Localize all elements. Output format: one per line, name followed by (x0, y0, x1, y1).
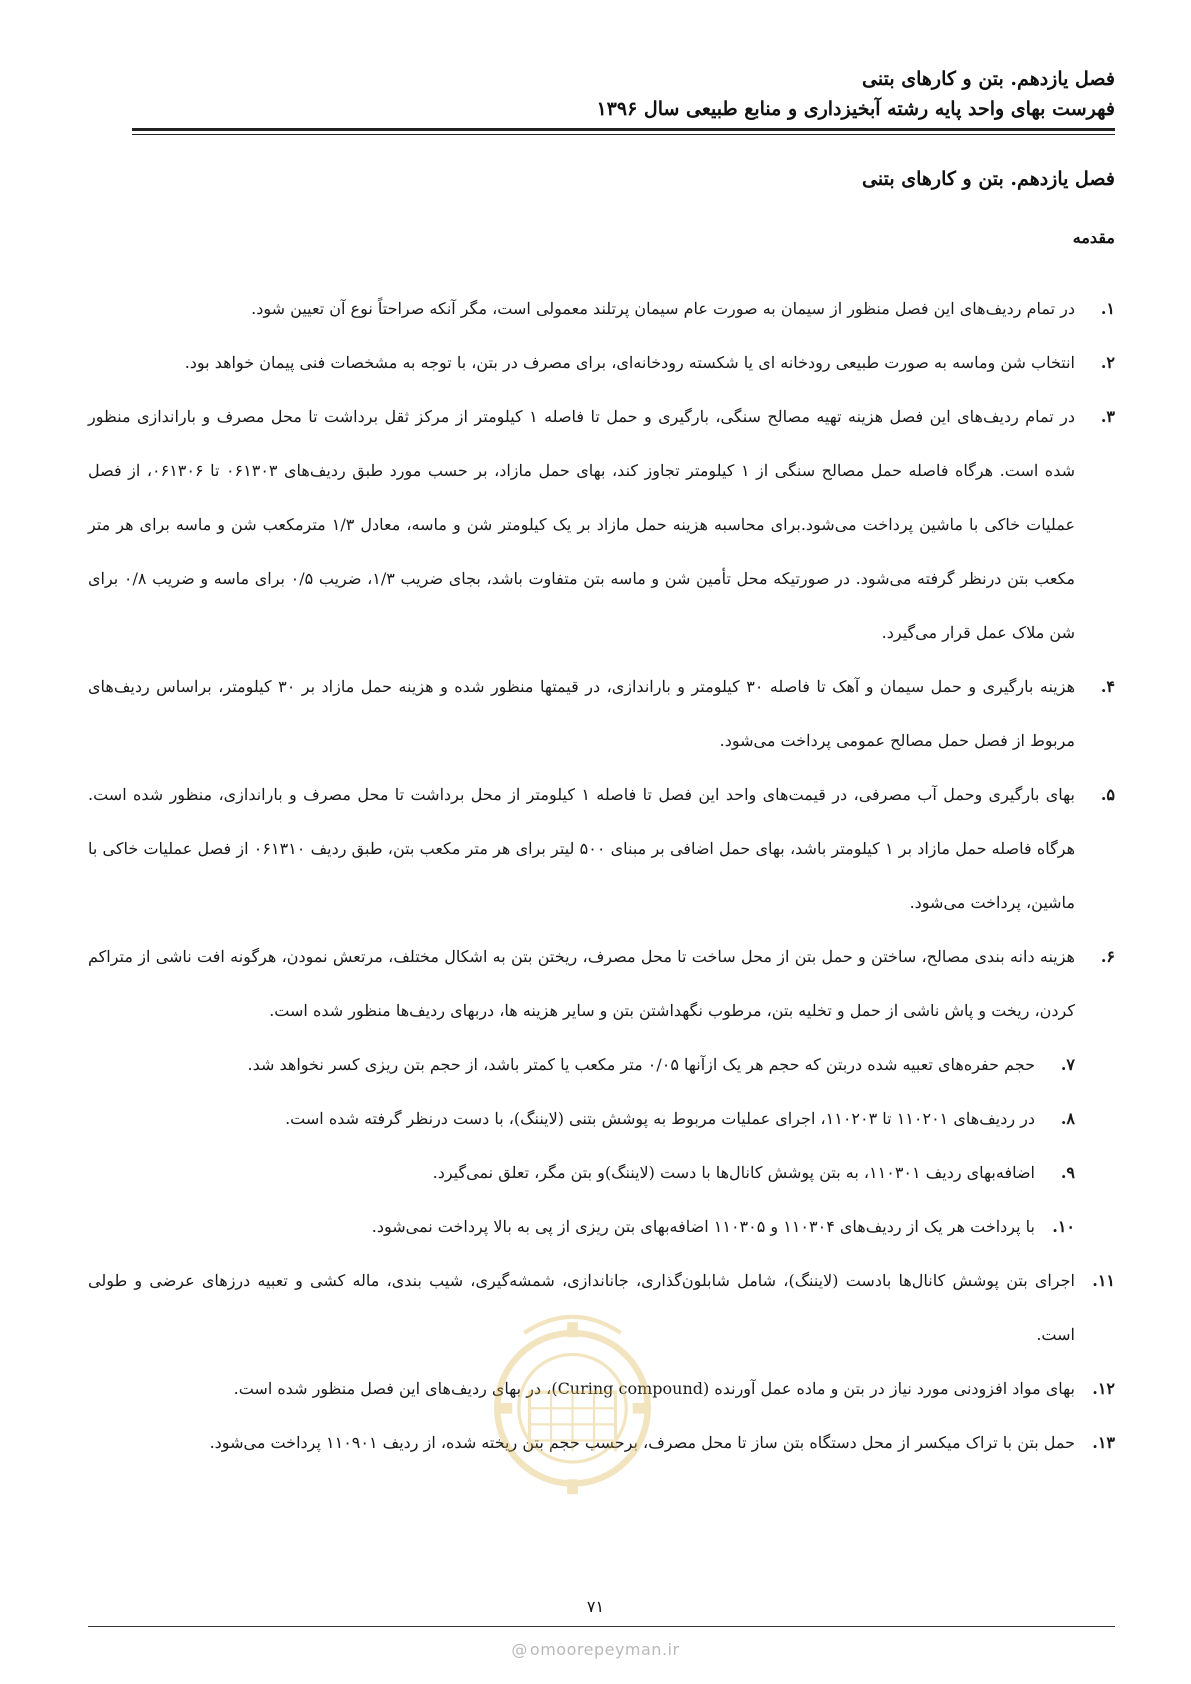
item-text: حمل بتن با تراک میکسر از محل دستگاه بتن ساز تا محل مصرف، برحسب حجم بتن ریخته شده، از ردیف ۱۱۰۹۰۱ پرداخت می‌شود. (209, 1433, 1075, 1452)
item-text: اضافه‌بهای ردیف ۱۱۰۳۰۱، به بتن پوشش کانال‌ها با دست (لایننگ)و بتن مگر، تعلق نمی‌گیرد. (432, 1163, 1035, 1182)
list-item (88, 930, 1115, 1038)
list-item (88, 660, 1115, 768)
footer-site-text: omoorepeyman.ir (529, 1640, 680, 1659)
header-rule-thin (132, 134, 1115, 135)
item-number: ۶. (1100, 947, 1115, 966)
list-item (88, 1038, 1115, 1092)
item-text: حجم حفره‌های تعبیه شده دربتن که حجم هر یک ازآنها ۰/۰۵ متر مکعب یا کمتر باشد، از حجم بتن ریزی کسر نخواهد شد. (247, 1055, 1035, 1074)
item-text: انتخاب شن وماسه به صورت طبیعی رودخانه ای یا شکسته رودخانه‌ای، برای مصرف در بتن، با توجه به مشخصات فنی پیمان خواهد بود. (184, 353, 1075, 372)
item-number: ۷. (1060, 1055, 1075, 1074)
item-text: بهای مواد افزودنی مورد نیاز در بتن و ماده عمل آورنده (Curing compound)، در بهای ردیف‌های این فصل منظور شده است. (233, 1379, 1075, 1398)
list-item (88, 1092, 1115, 1146)
item-number: ۱. (1100, 299, 1115, 318)
list-item (88, 768, 1115, 930)
header-rule-thick (132, 128, 1115, 131)
page-header (75, 64, 1115, 124)
intro-heading: مقدمه (1072, 228, 1115, 247)
item-number: ۳. (1100, 407, 1115, 426)
at-icon: @ (511, 1640, 528, 1659)
header-document-title: فهرست بهای واحد پایه رشته آبخیزداری و منابع طبیعی سال ۱۳۹۶ (596, 98, 1115, 120)
item-number: ۱۱. (1092, 1271, 1115, 1290)
intro-items-list (88, 282, 1115, 1470)
page-number: ۷۱ (586, 1597, 605, 1616)
item-number: ۱۲. (1092, 1379, 1115, 1398)
item-text: هزینه دانه بندی مصالح، ساختن و حمل بتن از محل ساخت تا محل مصرف، ریختن بتن به اشکال مختلف، مرتعش نمودن، هرگونه افت ناشی از متراکم کردن، ریخت و پاش ناشی از حمل و تخلیه بتن، مرطوب نگهداشتن بتن و سایر هزینه ها، دربهای ردیف‌ها منظور شده است. (88, 947, 1075, 1020)
list-item (88, 336, 1115, 390)
item-text: اجرای بتن پوشش کانال‌ها بادست (لایننگ)، شامل شابلون‌گذاری، جاناندازی، شمشه‌گیری، شیب بندی، ماله کشی و تعبیه درزهای عرضی و طولی است. (88, 1271, 1075, 1344)
item-number: ۹. (1060, 1163, 1075, 1182)
item-text: در تمام ردیف‌های این فصل هزینه تهیه مصالح سنگی، بارگیری و حمل تا فاصله ۱ کیلومتر از مرکز ثقل برداشت تا محل مصرف و باراندازی منظور شده است. هرگاه فاصله حمل مصالح سنگی از ۱ کیلومتر تجاوز کند، بهای حمل مازاد، بر حسب مورد طبق ردیف‌های ۰۶۱۳۰۳ تا ۰۶۱۳۰۶، از فصل عملیات خاکی با ماشین پرداخت می‌شود.برای محاسبه هزینه حمل مازاد بر یک کیلومتر شن و ماسه، معادل ۱/۳ مترمکعب شن و ماسه برای هر متر مکعب بتن درنظر گرفته می‌شود. در صورتیکه محل تأمین شن و ماسه بتن متفاوت باشد، بجای ضریب ۱/۳، ضریب ۰/۵ برای ماسه و ضریب ۰/۸ برای شن ملاک عمل قرار می‌گیرد. (88, 407, 1076, 642)
list-item (88, 1254, 1115, 1362)
item-number: ۴. (1100, 677, 1115, 696)
chapter-title: فصل یازدهم. بتن و کارهای بتنی (862, 168, 1115, 190)
list-item (88, 282, 1115, 336)
item-number: ۲. (1100, 353, 1115, 372)
item-text: در تمام ردیف‌های این فصل منظور از سیمان به صورت عام سیمان پرتلند معمولی است، مگر آنکه صراحتاً نوع آن تعیین شود. (251, 299, 1075, 318)
item-text: در ردیف‌های ۱۱۰۲۰۱ تا ۱۱۰۲۰۳، اجرای عملیات مربوط به پوشش بتنی (لایننگ)، با دست درنظر گرفته شده است. (285, 1109, 1035, 1128)
item-number: ۱۰. (1052, 1217, 1075, 1236)
item-number: ۸. (1060, 1109, 1075, 1128)
item-text: هزینه بارگیری و حمل سیمان و آهک تا فاصله ۳۰ کیلومتر و باراندازی، در قیمتها منظور شده و هزینه حمل مازاد بر ۳۰ کیلومتر، براساس ردیف‌های مربوط از فصل حمل مصالح عمومی پرداخت می‌شود. (88, 677, 1076, 750)
list-item (88, 1416, 1115, 1470)
item-text: با پرداخت هر یک از ردیف‌های ۱۱۰۳۰۴ و ۱۱۰۳۰۵ اضافه‌بهای بتن ریزی از پی به بالا پرداخت نمی‌شود. (371, 1217, 1035, 1236)
list-item (88, 1200, 1115, 1254)
list-item (88, 1146, 1115, 1200)
list-item (88, 1362, 1115, 1416)
item-text: بهای بارگیری وحمل آب مصرفی، در قیمت‌های واحد این فصل تا فاصله ۱ کیلومتر از محل برداشت تا محل مصرف و باراندازی، منظور شده است. هرگاه فاصله حمل مازاد بر ۱ کیلومتر باشد، بهای حمل اضافی بر مبنای ۵۰۰ لیتر برای هر متر مکعب بتن، طبق ردیف ۰۶۱۳۱۰ از فصل عملیات خاکی با ماشین، پرداخت می‌شود. (88, 785, 1076, 912)
item-number: ۵. (1100, 785, 1115, 804)
header-chapter-title: فصل یازدهم. بتن و کارهای بتنی (862, 68, 1115, 90)
item-number: ۱۳. (1092, 1433, 1115, 1452)
footer-rule (88, 1626, 1115, 1627)
footer-website (0, 1640, 1191, 1659)
list-item (88, 390, 1115, 660)
